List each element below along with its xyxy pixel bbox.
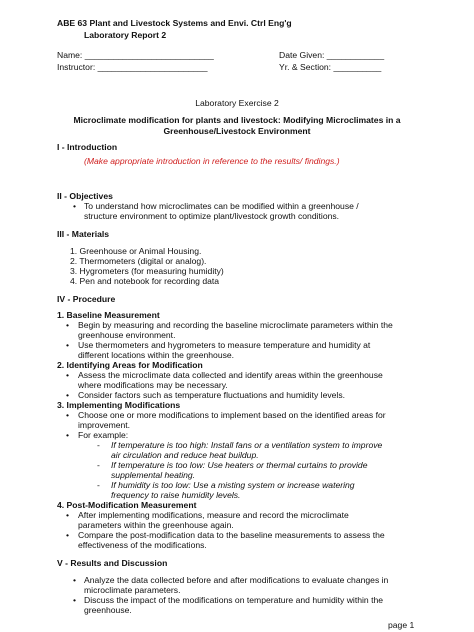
results-text: greenhouse.	[84, 605, 132, 615]
dash-icon: -	[97, 460, 100, 470]
bullet-icon: •	[73, 575, 77, 585]
results-text: microclimate parameters.	[84, 585, 181, 595]
bullet-icon: •	[66, 370, 70, 380]
results-text: Analyze the data collected before and after modifications to evaluate changes in	[84, 575, 389, 585]
step2-text: where modifications may be necessary.	[78, 380, 228, 390]
material-item: 2. Thermometers (digital or analog).	[70, 256, 207, 266]
introduction-heading: I - Introduction	[57, 142, 118, 152]
step4-heading: 4. Post-Modification Measurement	[57, 500, 197, 510]
bullet-icon: •	[66, 390, 70, 400]
dash-icon: -	[97, 480, 100, 490]
results-text: Discuss the impact of the modifications on temperature and humidity within the	[84, 595, 384, 605]
date-given-field: Date Given: ____________	[279, 50, 385, 60]
step4-text: parameters within the greenhouse again.	[78, 520, 234, 530]
step1-text: Use thermometers and hygrometers to measure temperature and humidity at	[78, 340, 371, 350]
step1-text: Begin by measuring and recording the baseline microclimate parameters within the	[78, 320, 393, 330]
results-heading: V - Results and Discussion	[57, 558, 168, 568]
report-title: Laboratory Report 2	[84, 30, 167, 40]
material-item: 3. Hygrometers (for measuring humidity)	[70, 266, 224, 276]
material-item: 4. Pen and notebook for recording data	[70, 276, 220, 286]
step3-text: Choose one or more modifications to implement based on the identified areas for	[78, 410, 386, 420]
example-high-temp: If temperature is too high: Install fans or a ventilation system to improve	[111, 440, 383, 450]
step4-text: effectiveness of the modifications.	[78, 540, 207, 550]
step4-text: Compare the post-modification data to the baseline measurements to assess the	[78, 530, 385, 540]
example-low-humidity: If humidity is too low: Use a misting system or increase watering	[111, 480, 355, 490]
step3-text: For example:	[78, 430, 129, 440]
step2-text: Consider factors such as temperature fluctuations and humidity levels.	[78, 390, 346, 400]
step2-heading: 2. Identifying Areas for Modification	[57, 360, 203, 370]
bullet-icon: •	[66, 530, 70, 540]
step1-heading: 1. Baseline Measurement	[57, 310, 160, 320]
example-low-temp: If temperature is too low: Use heaters or thermal curtains to provide	[111, 460, 368, 470]
step1-text: different locations within the greenhouse.	[78, 350, 235, 360]
bullet-icon: •	[66, 510, 70, 520]
introduction-note: (Make appropriate introduction in reference to the results/ findings.)	[84, 156, 340, 166]
example-high-temp: air circulation and reduce heat buildup.	[111, 450, 259, 460]
dash-icon: -	[97, 440, 100, 450]
course-title: ABE 63 Plant and Livestock Systems and Envi. Ctrl Eng'g	[57, 18, 292, 28]
material-item: 1. Greenhouse or Animal Housing.	[70, 246, 202, 256]
bullet-icon: •	[66, 320, 70, 330]
step3-heading: 3. Implementing Modifications	[57, 400, 181, 410]
instructor-field: Instructor: _______________________	[57, 62, 208, 72]
objectives-heading: II - Objectives	[57, 191, 113, 201]
bullet-icon: •	[73, 595, 77, 605]
procedure-heading: IV - Procedure	[57, 294, 116, 304]
step2-text: Assess the microclimate data collected and identify areas within the greenhouse	[78, 370, 383, 380]
example-low-temp: supplemental heating.	[111, 470, 196, 480]
year-section-field: Yr. & Section: __________	[279, 62, 382, 72]
exercise-subtitle-line2: Greenhouse/Livestock Environment	[163, 126, 311, 136]
bullet-icon: •	[73, 201, 77, 211]
exercise-title: Laboratory Exercise 2	[195, 98, 279, 108]
step4-text: After implementing modifications, measure and record the microclimate	[78, 510, 349, 520]
exercise-subtitle-line1: Microclimate modification for plants and livestock: Modifying Microclimates in a	[73, 115, 401, 125]
materials-heading: III - Materials	[57, 229, 110, 239]
objective-line1: To understand how microclimates can be modified within a greenhouse /	[84, 201, 359, 211]
objective-line2: structure environment to optimize plant/livestock growth conditions.	[84, 211, 340, 221]
name-field: Name: ___________________________	[57, 50, 214, 60]
bullet-icon: •	[66, 410, 70, 420]
page-number: page 1	[388, 620, 415, 630]
step1-text: greenhouse environment.	[78, 330, 176, 340]
example-low-humidity: frequency to raise humidity levels.	[111, 490, 241, 500]
bullet-icon: •	[66, 430, 70, 440]
step3-text: improvement.	[78, 420, 131, 430]
bullet-icon: •	[66, 340, 70, 350]
